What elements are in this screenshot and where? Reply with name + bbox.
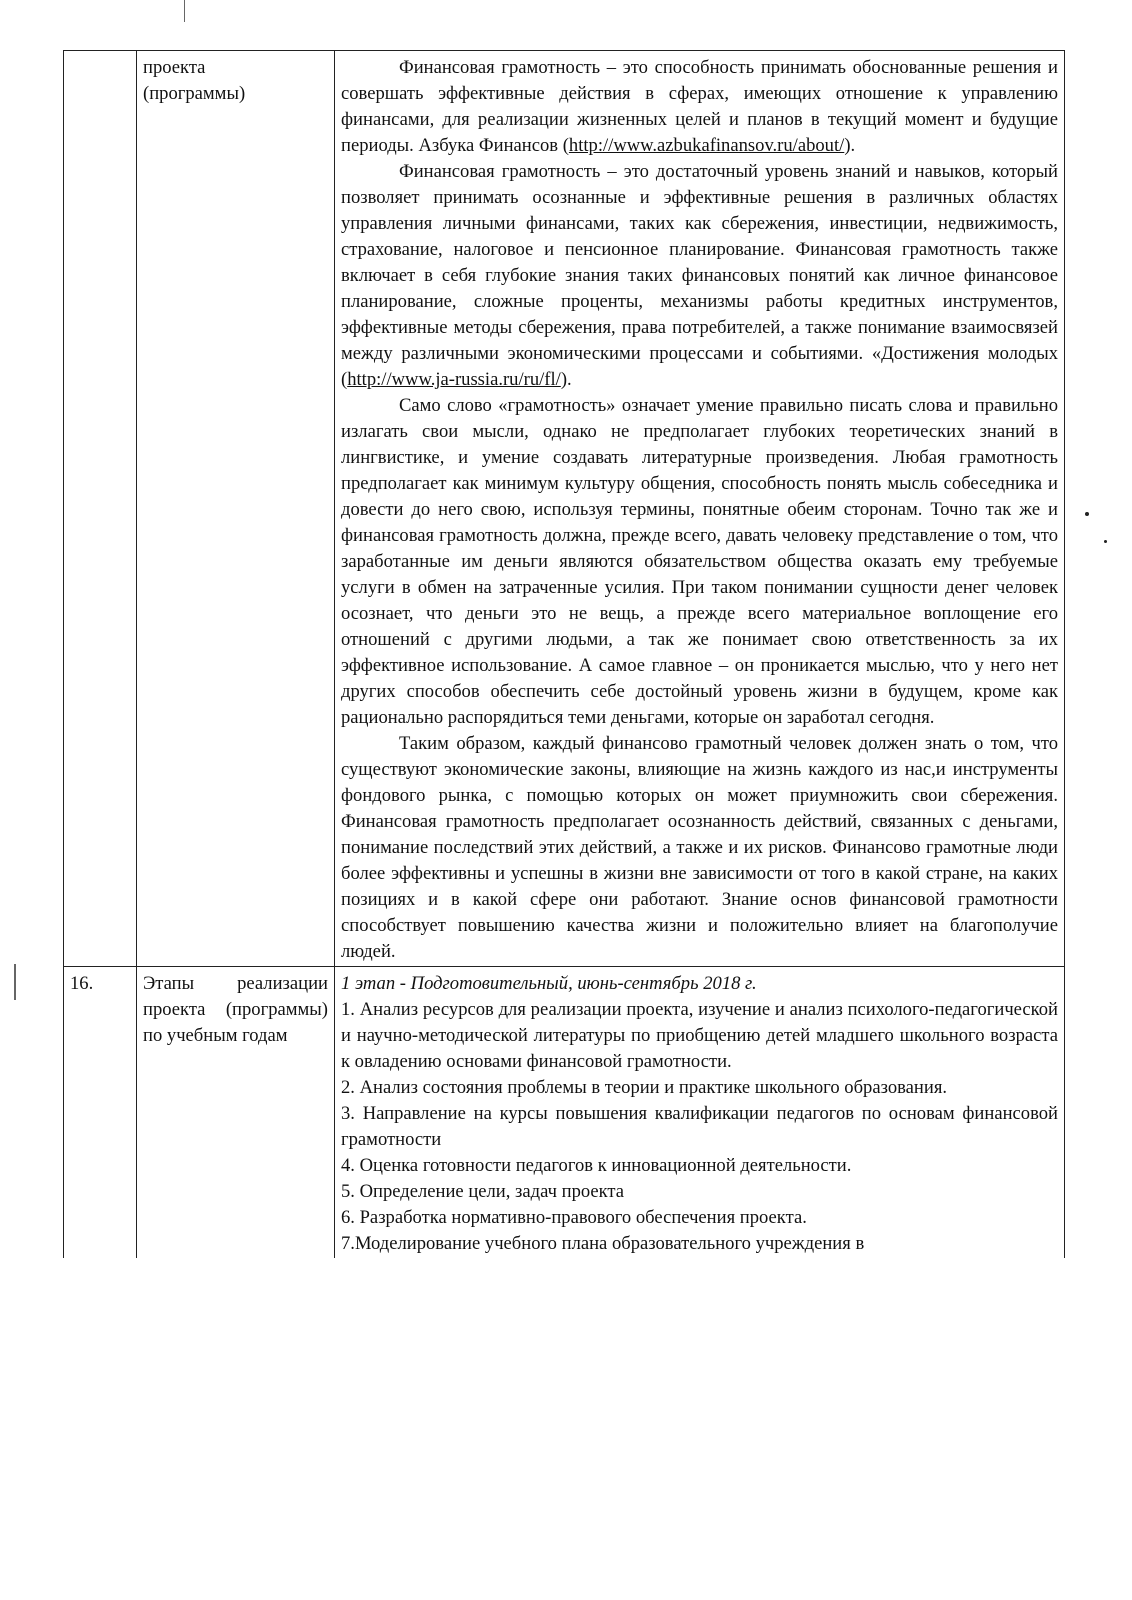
stage-item: 2. Анализ состояния проблемы в теории и практике школьного образования. [341, 1077, 948, 1098]
row-label-line: проекта [143, 57, 206, 78]
row-label-cell [137, 967, 335, 1259]
stage-title: 1 этап - Подготовительный, июнь-сентябрь 2018 г. [341, 973, 757, 994]
table-row [64, 51, 1065, 967]
scan-mark [184, 0, 185, 22]
row-number-cell: 16. [64, 967, 137, 1259]
stage-item: 1. Анализ ресурсов для реализации проекта, изучение и анализ психолого-педагогической и научно-методической литературы по приобщению детей младшего школьного возраста к овладению основами финансовой грамотности. [341, 999, 1058, 1072]
scan-mark [1085, 512, 1089, 516]
stage-item: 7.Моделирование учебного плана образовательного учреждения в [341, 1233, 865, 1254]
paragraph: Финансовая грамотность – это достаточный уровень знаний и навыков, который позволяет принимать осознанные и эффективные решения в различных областях управления личными финансами, таких как сбережения, инвестиции, недвижимость, страхование, налоговое и пенсионное планирование. Финансовая грамотность также включает в себя глубокие знания таких финансовых понятий как личное финансовое планирование, сложные проценты, механизмы работы кредитных инструментов, эффективные методы сбережения, права потребителей, а также понимание взаимосвязей между различными экономическими процессами и событиями. «Достижения молодых (http://www.ja-russia.ru/ru/fl/). [341, 161, 1058, 390]
reference-link[interactable]: http://www.azbukafinansov.ru/about/ [568, 135, 845, 156]
row-label-line: (программы) [143, 83, 246, 104]
row-content-cell [335, 51, 1065, 967]
stage-item: 3. Направление на курсы повышения квалификации педагогов по основам финансовой грамотности [341, 1103, 1058, 1150]
table-row [64, 967, 1065, 1259]
row-number-cell [64, 51, 137, 967]
row-label-cell [137, 51, 335, 967]
scan-mark [14, 964, 16, 1000]
paragraph: Таким образом, каждый финансово грамотный человек должен знать о том, что существуют экономические законы, влияющие на жизнь каждого из нас,и инструменты фондового рынка, с помощью которых он может приумножить свои сбережения. Финансовая грамотность предполагает осознанность действий, связанных с деньгами, понимание последствий этих действий, а также и их рисков. Финансово грамотные люди более эффективны и успешны в жизни вне зависимости от того в какой стране, на каких позициях и в какой сфере они работают. Знание основ финансовой грамотности способствует повышению качества жизни и положительно влияет на благополучие людей. [341, 733, 1058, 962]
reference-link[interactable]: http://www.ja-russia.ru/ru/fl/ [347, 369, 561, 390]
paragraph: Само слово «грамотность» означает умение правильно писать слова и правильно излагать свои мысли, однако не предполагает глубоких теоретических знаний в лингвистике, и умение создавать литературные произведения. Любая грамотность предполагает как минимум культуру общения, способность понять мысль собеседника и довести до него свою, используя термины, понятные обеим сторонам. Точно так же и финансовая грамотность должна, прежде всего, давать человеку представление о том, что заработанные им деньги являются обязательством общества оказать ему требуемые услуги в обмен на затраченные усилия. При таком понимании сущности денег человек осознает, что деньги это не вещь, а прежде всего материальное воплощение его отношений с другими людьми, а так же понимает свою ответственность за их эффективное использование. А самое главное – он проникается мыслью, что у него нет других способов обеспечить себе достойный уровень жизни в будущем, кроме как рационально распорядиться теми деньгами, которые он заработал сегодня. [341, 395, 1058, 728]
row-label: Этапы реализации проекта (программы) по учебным годам [143, 973, 328, 1046]
document-table [63, 50, 1065, 1258]
stage-item: 5. Определение цели, задач проекта [341, 1181, 625, 1202]
row-content-cell [335, 967, 1065, 1259]
stage-item: 6. Разработка нормативно-правового обеспечения проекта. [341, 1207, 807, 1228]
paragraph: Финансовая грамотность – это способность принимать обоснованные решения и совершать эффективные действия в сферах, имеющих отношение к управлению финансами, для реализации жизненных целей и планов в текущий момент и будущие периоды. Азбука Финансов (http://www.azbukafinansov.ru/about/). [341, 57, 1058, 156]
stage-item: 4. Оценка готовности педагогов к инновационной деятельности. [341, 1155, 852, 1176]
scan-mark [1104, 540, 1107, 543]
